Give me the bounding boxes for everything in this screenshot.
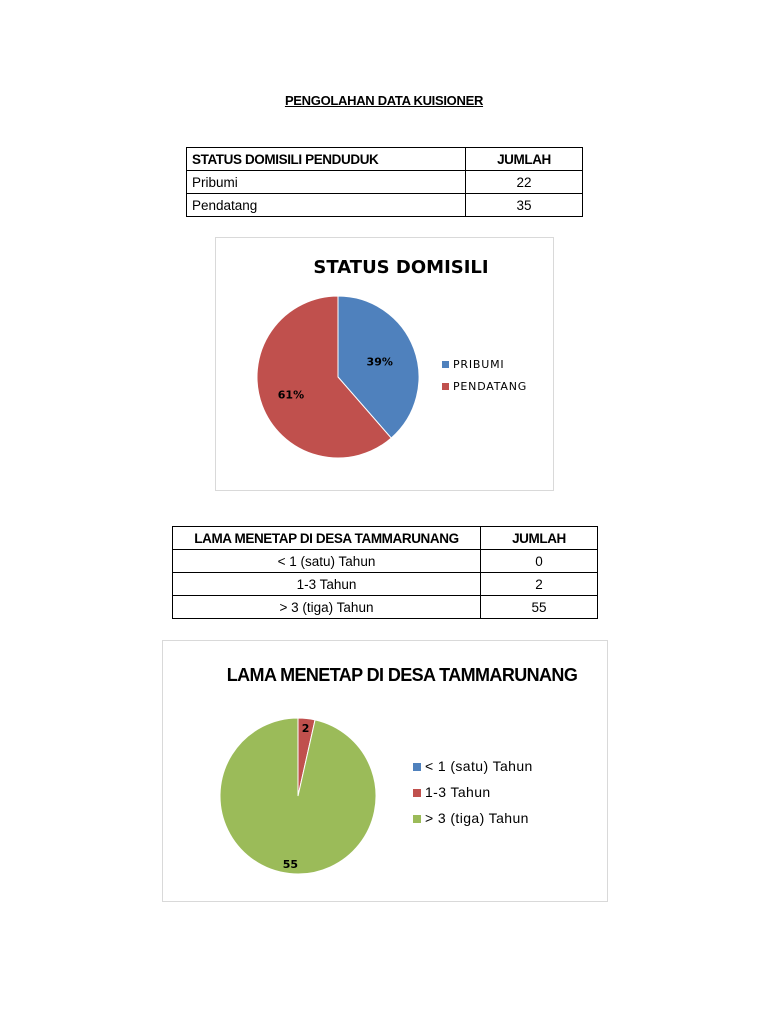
chart-title: LAMA MENETAP DI DESA TAMMARUNANG xyxy=(226,665,578,685)
legend-label: > 3 (tiga) Tahun xyxy=(425,810,529,826)
legend-swatch xyxy=(442,383,449,390)
table-cell: 1-3 Tahun xyxy=(173,573,481,596)
data-label: 2 xyxy=(301,721,310,735)
table-row xyxy=(187,194,583,217)
legend-label: PRIBUMI xyxy=(453,358,505,371)
table-cell: 2 xyxy=(481,573,598,596)
column-header: LAMA MENETAP DI DESA TAMMARUNANG xyxy=(173,527,481,550)
pie-slice xyxy=(220,718,376,874)
table-cell: 55 xyxy=(481,596,598,619)
table-row xyxy=(187,171,583,194)
legend-label: < 1 (satu) Tahun xyxy=(425,758,533,774)
legend-swatch xyxy=(442,361,449,368)
table-row xyxy=(173,550,598,573)
legend-swatch xyxy=(413,763,421,771)
table-header-row xyxy=(187,148,583,171)
legend-label: PENDATANG xyxy=(453,380,528,393)
legend-label: 1-3 Tahun xyxy=(425,784,491,800)
column-header: JUMLAH xyxy=(481,527,598,550)
status-domisili-chart xyxy=(215,237,554,491)
table-row xyxy=(173,573,598,596)
lama-menetap-pie xyxy=(163,641,607,901)
data-label: 61% xyxy=(277,388,305,402)
table-header-row xyxy=(173,527,598,550)
legend-swatch xyxy=(413,789,421,797)
data-label: 55 xyxy=(282,858,299,872)
table-cell: 22 xyxy=(466,171,583,194)
legend-swatch xyxy=(413,815,421,823)
table-cell: 35 xyxy=(466,194,583,217)
lama-menetap-chart xyxy=(162,640,608,902)
table-cell: Pendatang xyxy=(187,194,466,217)
document-title: PENGOLAHAN DATA KUISIONER xyxy=(284,93,484,108)
column-header: JUMLAH xyxy=(466,148,583,171)
column-header: STATUS DOMISILI PENDUDUK xyxy=(187,148,466,171)
table-cell: > 3 (tiga) Tahun xyxy=(173,596,481,619)
data-label: 39% xyxy=(366,355,393,369)
status-domisili-table xyxy=(186,147,583,217)
table-row xyxy=(173,596,598,619)
status-domisili-pie xyxy=(216,238,553,490)
chart-title: STATUS DOMISILI xyxy=(313,257,489,278)
lama-menetap-table xyxy=(172,526,598,619)
table-cell: 0 xyxy=(481,550,598,573)
table-cell: Pribumi xyxy=(187,171,466,194)
table-cell: < 1 (satu) Tahun xyxy=(173,550,481,573)
